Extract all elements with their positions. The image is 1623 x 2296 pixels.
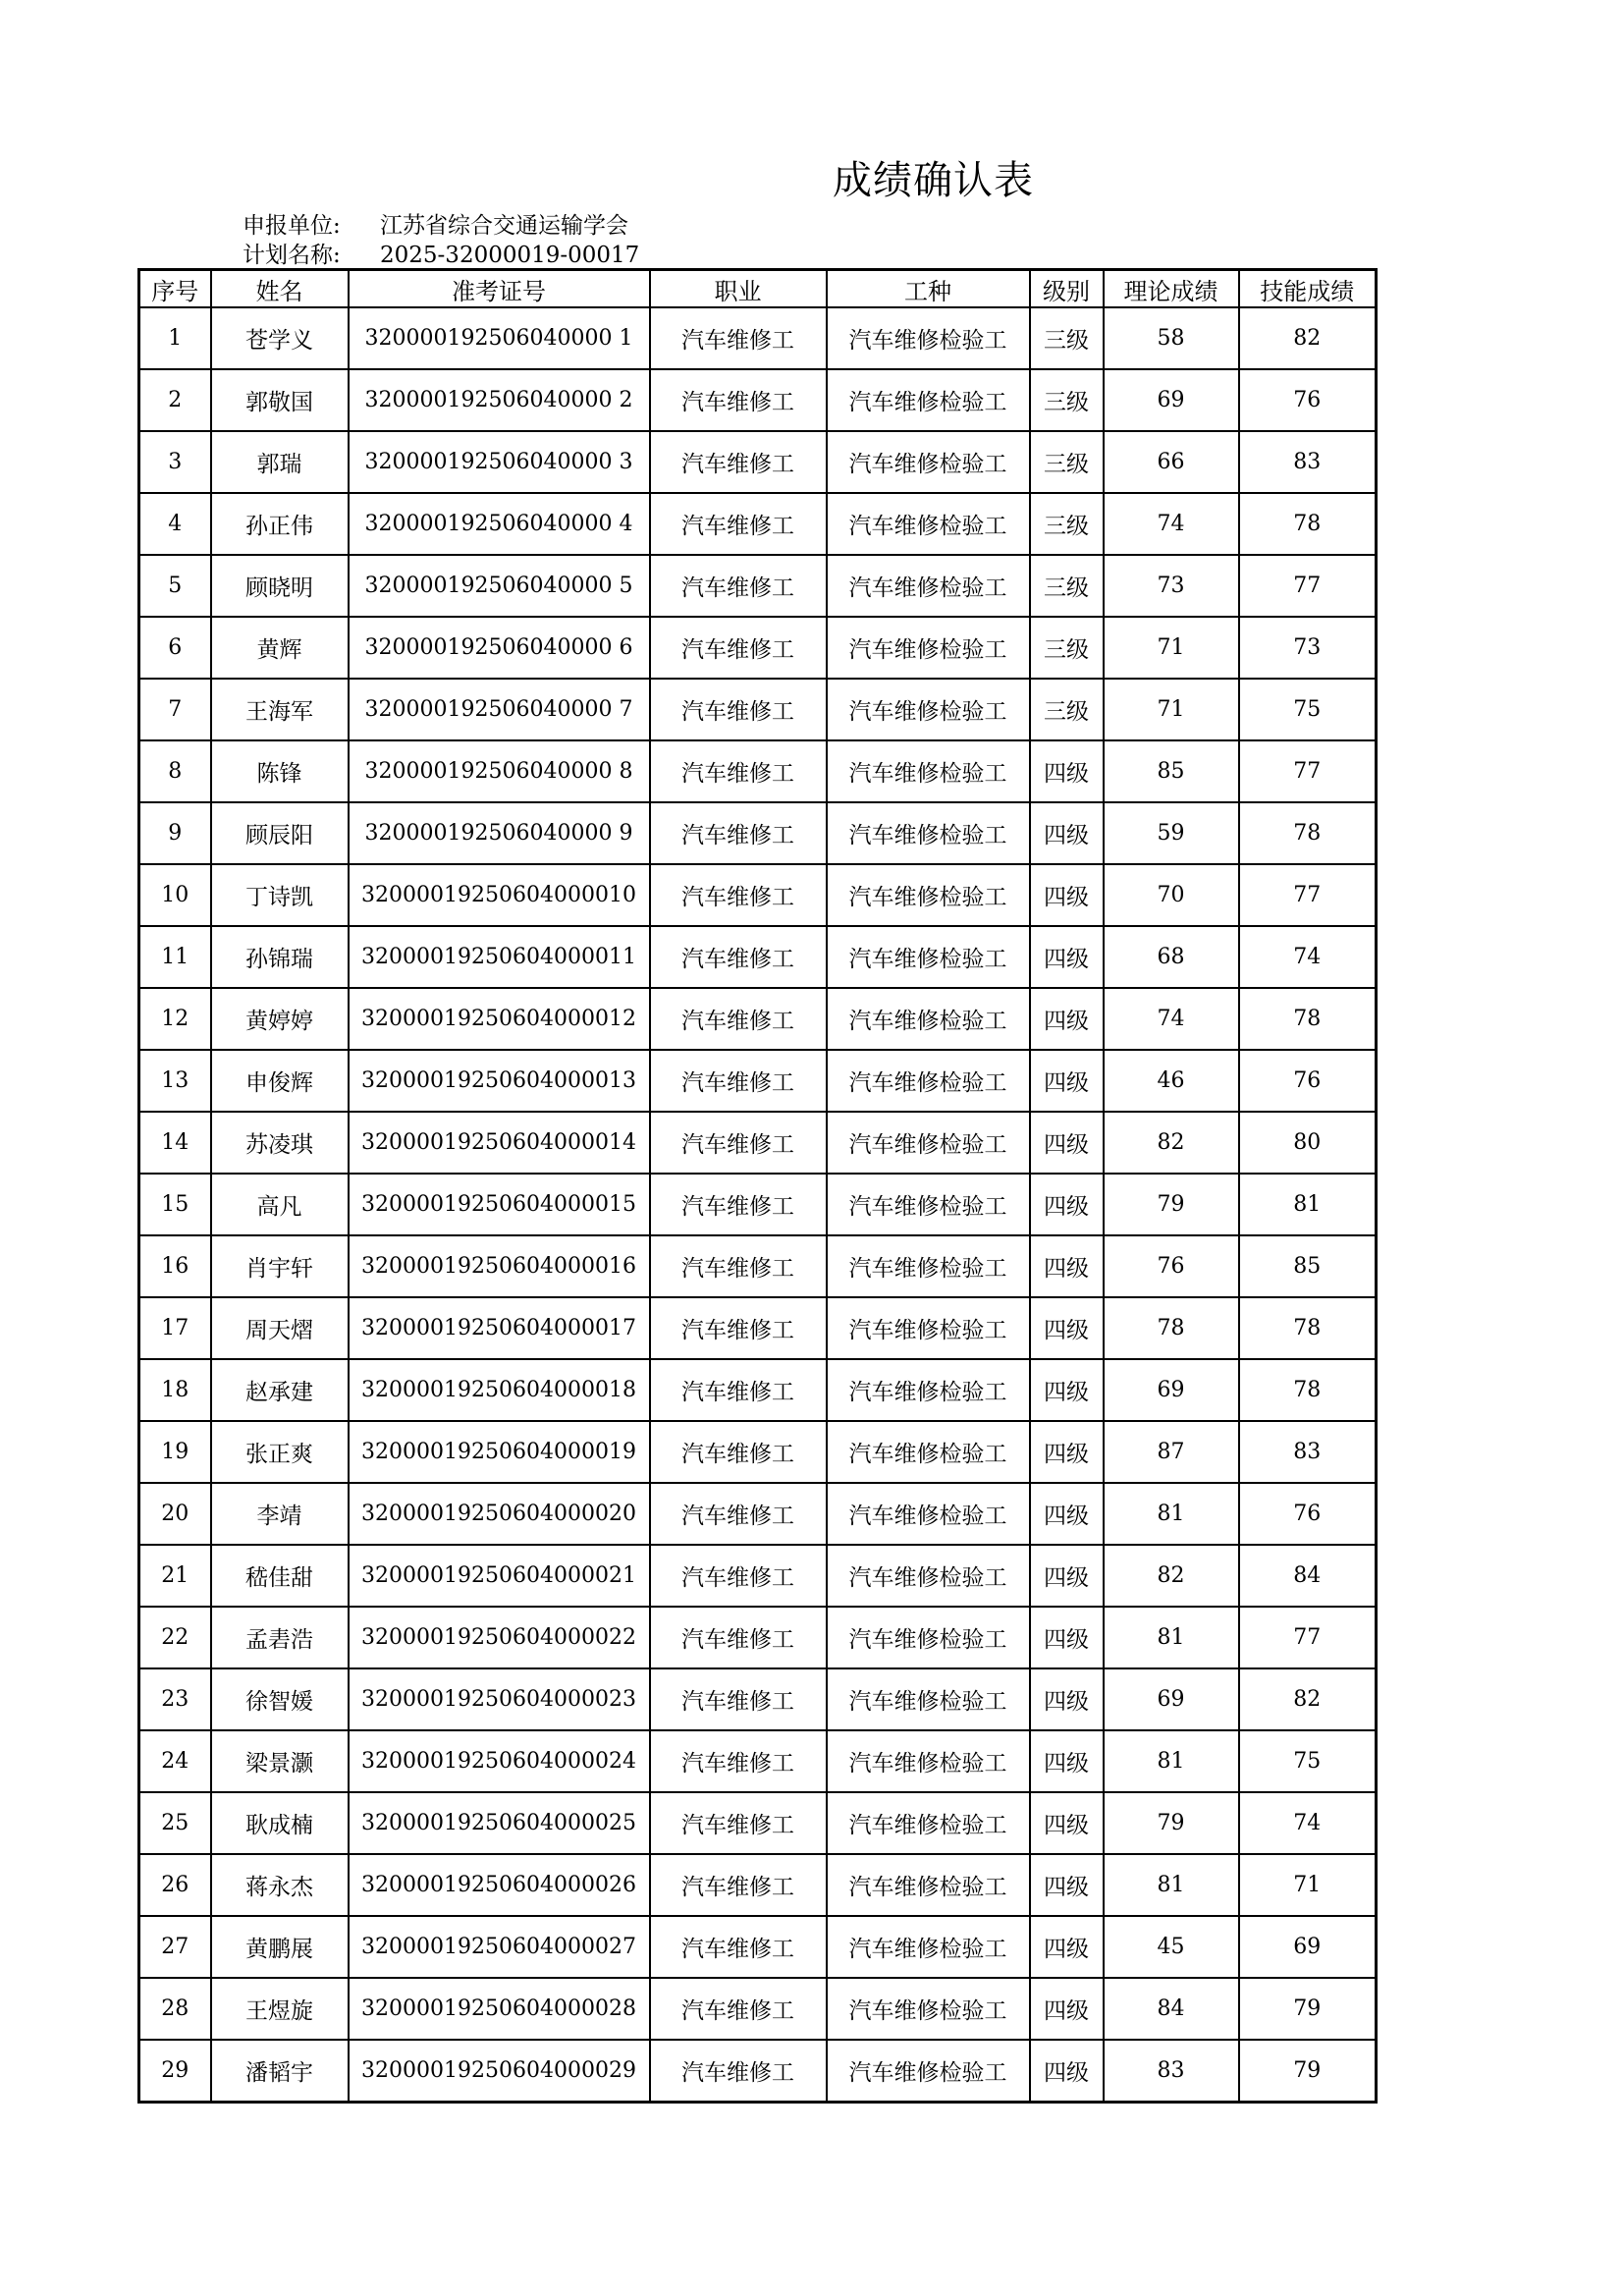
cell-level: 四级 — [1030, 1050, 1104, 1112]
table-header-row — [139, 270, 1377, 308]
cell-ticket-no: 320000192506040000 1 — [349, 307, 650, 369]
cell-theory-score: 45 — [1104, 1916, 1239, 1978]
header-seq: 序号 — [139, 270, 211, 308]
cell-skill-score: 78 — [1239, 1297, 1377, 1359]
cell-occupation: 汽车维修工 — [650, 493, 827, 555]
cell-skill-score: 75 — [1239, 679, 1377, 740]
cell-level: 四级 — [1030, 1235, 1104, 1297]
cell-theory-score: 81 — [1104, 1730, 1239, 1792]
cell-level: 四级 — [1030, 1359, 1104, 1421]
cell-occupation: 汽车维修工 — [650, 864, 827, 926]
cell-trade: 汽车维修检验工 — [827, 555, 1030, 617]
cell-skill-score: 82 — [1239, 307, 1377, 369]
cell-name: 顾晓明 — [211, 555, 349, 617]
cell-ticket-no: 32000019250604000012 — [349, 988, 650, 1050]
cell-occupation: 汽车维修工 — [650, 1359, 827, 1421]
cell-occupation: 汽车维修工 — [650, 1174, 827, 1235]
cell-ticket-no: 320000192506040000 7 — [349, 679, 650, 740]
cell-level: 四级 — [1030, 802, 1104, 864]
cell-name: 郭敬国 — [211, 369, 349, 431]
cell-skill-score: 74 — [1239, 1792, 1377, 1854]
cell-name: 周天熠 — [211, 1297, 349, 1359]
cell-seq: 29 — [139, 2040, 211, 2103]
cell-theory-score: 74 — [1104, 493, 1239, 555]
cell-theory-score: 70 — [1104, 864, 1239, 926]
cell-ticket-no: 32000019250604000011 — [349, 926, 650, 988]
cell-seq: 18 — [139, 1359, 211, 1421]
cell-name: 徐智媛 — [211, 1668, 349, 1730]
cell-seq: 2 — [139, 369, 211, 431]
cell-level: 四级 — [1030, 1483, 1104, 1545]
table-row — [139, 1174, 1377, 1235]
cell-name: 丁诗凯 — [211, 864, 349, 926]
cell-skill-score: 69 — [1239, 1916, 1377, 1978]
cell-level: 四级 — [1030, 1174, 1104, 1235]
cell-level: 四级 — [1030, 740, 1104, 802]
table-row — [139, 307, 1377, 369]
cell-occupation: 汽车维修工 — [650, 1421, 827, 1483]
header-name: 姓名 — [211, 270, 349, 308]
cell-occupation: 汽车维修工 — [650, 802, 827, 864]
cell-skill-score: 77 — [1239, 864, 1377, 926]
cell-skill-score: 75 — [1239, 1730, 1377, 1792]
cell-ticket-no: 32000019250604000028 — [349, 1978, 650, 2040]
cell-occupation: 汽车维修工 — [650, 1916, 827, 1978]
cell-name: 赵承建 — [211, 1359, 349, 1421]
cell-name: 潘韬宇 — [211, 2040, 349, 2103]
cell-skill-score: 78 — [1239, 493, 1377, 555]
cell-skill-score: 73 — [1239, 617, 1377, 679]
cell-trade: 汽车维修检验工 — [827, 1545, 1030, 1607]
cell-name: 顾辰阳 — [211, 802, 349, 864]
cell-theory-score: 73 — [1104, 555, 1239, 617]
cell-skill-score: 78 — [1239, 988, 1377, 1050]
table-row — [139, 1050, 1377, 1112]
cell-theory-score: 82 — [1104, 1112, 1239, 1174]
cell-skill-score: 82 — [1239, 1668, 1377, 1730]
table-row — [139, 1854, 1377, 1916]
cell-theory-score: 69 — [1104, 369, 1239, 431]
cell-seq: 23 — [139, 1668, 211, 1730]
table-row — [139, 617, 1377, 679]
cell-level: 四级 — [1030, 988, 1104, 1050]
cell-theory-score: 81 — [1104, 1854, 1239, 1916]
table-row — [139, 740, 1377, 802]
cell-seq: 16 — [139, 1235, 211, 1297]
cell-skill-score: 77 — [1239, 555, 1377, 617]
cell-trade: 汽车维修检验工 — [827, 1359, 1030, 1421]
cell-trade: 汽车维修检验工 — [827, 493, 1030, 555]
cell-theory-score: 66 — [1104, 431, 1239, 493]
cell-theory-score: 71 — [1104, 679, 1239, 740]
cell-ticket-no: 320000192506040000 5 — [349, 555, 650, 617]
cell-occupation: 汽车维修工 — [650, 740, 827, 802]
cell-level: 四级 — [1030, 1978, 1104, 2040]
cell-ticket-no: 320000192506040000 4 — [349, 493, 650, 555]
cell-trade: 汽车维修检验工 — [827, 307, 1030, 369]
cell-name: 王海军 — [211, 679, 349, 740]
cell-theory-score: 68 — [1104, 926, 1239, 988]
cell-theory-score: 59 — [1104, 802, 1239, 864]
cell-level: 四级 — [1030, 1112, 1104, 1174]
plan-name-label: 计划名称: — [243, 243, 341, 268]
cell-trade: 汽车维修检验工 — [827, 1916, 1030, 1978]
cell-skill-score: 78 — [1239, 1359, 1377, 1421]
cell-occupation: 汽车维修工 — [650, 1792, 827, 1854]
cell-theory-score: 81 — [1104, 1483, 1239, 1545]
cell-skill-score: 76 — [1239, 369, 1377, 431]
cell-seq: 20 — [139, 1483, 211, 1545]
cell-skill-score: 83 — [1239, 431, 1377, 493]
cell-trade: 汽车维修检验工 — [827, 1854, 1030, 1916]
table-row — [139, 1916, 1377, 1978]
cell-occupation: 汽车维修工 — [650, 988, 827, 1050]
cell-theory-score: 79 — [1104, 1792, 1239, 1854]
cell-name: 黄辉 — [211, 617, 349, 679]
cell-skill-score: 84 — [1239, 1545, 1377, 1607]
cell-level: 三级 — [1030, 493, 1104, 555]
cell-theory-score: 58 — [1104, 307, 1239, 369]
cell-ticket-no: 32000019250604000024 — [349, 1730, 650, 1792]
cell-ticket-no: 32000019250604000010 — [349, 864, 650, 926]
cell-theory-score: 82 — [1104, 1545, 1239, 1607]
cell-occupation: 汽车维修工 — [650, 1483, 827, 1545]
page-title: 成绩确认表 — [833, 158, 1034, 203]
cell-skill-score: 77 — [1239, 740, 1377, 802]
cell-seq: 10 — [139, 864, 211, 926]
table-row — [139, 1730, 1377, 1792]
cell-occupation: 汽车维修工 — [650, 1607, 827, 1668]
cell-seq: 25 — [139, 1792, 211, 1854]
cell-seq: 3 — [139, 431, 211, 493]
cell-seq: 7 — [139, 679, 211, 740]
cell-level: 四级 — [1030, 1421, 1104, 1483]
cell-occupation: 汽车维修工 — [650, 1297, 827, 1359]
cell-level: 四级 — [1030, 1607, 1104, 1668]
cell-name: 耿成楠 — [211, 1792, 349, 1854]
cell-ticket-no: 32000019250604000027 — [349, 1916, 650, 1978]
cell-trade: 汽车维修检验工 — [827, 1607, 1030, 1668]
cell-skill-score: 71 — [1239, 1854, 1377, 1916]
table-row — [139, 1112, 1377, 1174]
cell-theory-score: 71 — [1104, 617, 1239, 679]
cell-skill-score: 80 — [1239, 1112, 1377, 1174]
cell-level: 三级 — [1030, 555, 1104, 617]
cell-occupation: 汽车维修工 — [650, 1978, 827, 2040]
table-row — [139, 1545, 1377, 1607]
cell-skill-score: 74 — [1239, 926, 1377, 988]
cell-ticket-no: 32000019250604000023 — [349, 1668, 650, 1730]
cell-level: 四级 — [1030, 1730, 1104, 1792]
cell-trade: 汽车维修检验工 — [827, 1421, 1030, 1483]
cell-trade: 汽车维修检验工 — [827, 1174, 1030, 1235]
score-table — [137, 268, 1378, 2104]
cell-ticket-no: 32000019250604000016 — [349, 1235, 650, 1297]
table-row — [139, 555, 1377, 617]
table-row — [139, 1978, 1377, 2040]
table-row — [139, 493, 1377, 555]
header-ticket-no: 准考证号 — [349, 270, 650, 308]
cell-theory-score: 69 — [1104, 1668, 1239, 1730]
cell-trade: 汽车维修检验工 — [827, 1235, 1030, 1297]
cell-level: 三级 — [1030, 431, 1104, 493]
cell-seq: 11 — [139, 926, 211, 988]
cell-trade: 汽车维修检验工 — [827, 1112, 1030, 1174]
cell-theory-score: 79 — [1104, 1174, 1239, 1235]
cell-ticket-no: 320000192506040000 2 — [349, 369, 650, 431]
cell-level: 四级 — [1030, 2040, 1104, 2103]
cell-level: 四级 — [1030, 1545, 1104, 1607]
cell-trade: 汽车维修检验工 — [827, 864, 1030, 926]
cell-seq: 21 — [139, 1545, 211, 1607]
cell-occupation: 汽车维修工 — [650, 1112, 827, 1174]
cell-seq: 27 — [139, 1916, 211, 1978]
cell-ticket-no: 32000019250604000022 — [349, 1607, 650, 1668]
cell-seq: 13 — [139, 1050, 211, 1112]
cell-name: 苍学义 — [211, 307, 349, 369]
table-row — [139, 802, 1377, 864]
cell-seq: 5 — [139, 555, 211, 617]
cell-occupation: 汽车维修工 — [650, 2040, 827, 2103]
cell-name: 郭瑞 — [211, 431, 349, 493]
cell-name: 高凡 — [211, 1174, 349, 1235]
cell-seq: 12 — [139, 988, 211, 1050]
cell-level: 四级 — [1030, 1668, 1104, 1730]
cell-trade: 汽车维修检验工 — [827, 617, 1030, 679]
cell-ticket-no: 32000019250604000026 — [349, 1854, 650, 1916]
cell-level: 三级 — [1030, 369, 1104, 431]
cell-theory-score: 87 — [1104, 1421, 1239, 1483]
cell-seq: 6 — [139, 617, 211, 679]
cell-seq: 9 — [139, 802, 211, 864]
cell-name: 孙锦瑞 — [211, 926, 349, 988]
cell-skill-score: 79 — [1239, 1978, 1377, 2040]
cell-name: 梁景灏 — [211, 1730, 349, 1792]
cell-skill-score: 76 — [1239, 1483, 1377, 1545]
cell-occupation: 汽车维修工 — [650, 926, 827, 988]
cell-level: 三级 — [1030, 617, 1104, 679]
cell-trade: 汽车维修检验工 — [827, 740, 1030, 802]
cell-level: 四级 — [1030, 926, 1104, 988]
cell-ticket-no: 320000192506040000 3 — [349, 431, 650, 493]
cell-skill-score: 77 — [1239, 1607, 1377, 1668]
cell-theory-score: 74 — [1104, 988, 1239, 1050]
cell-occupation: 汽车维修工 — [650, 679, 827, 740]
cell-name: 苏凌琪 — [211, 1112, 349, 1174]
cell-trade: 汽车维修检验工 — [827, 431, 1030, 493]
header-occupation: 职业 — [650, 270, 827, 308]
table-row — [139, 1483, 1377, 1545]
cell-ticket-no: 32000019250604000013 — [349, 1050, 650, 1112]
cell-trade: 汽车维修检验工 — [827, 1297, 1030, 1359]
cell-trade: 汽车维修检验工 — [827, 926, 1030, 988]
reporting-unit-line — [243, 207, 628, 240]
cell-ticket-no: 32000019250604000017 — [349, 1297, 650, 1359]
cell-name: 陈锋 — [211, 740, 349, 802]
cell-ticket-no: 320000192506040000 9 — [349, 802, 650, 864]
cell-skill-score: 79 — [1239, 2040, 1377, 2103]
cell-occupation: 汽车维修工 — [650, 555, 827, 617]
table-row — [139, 1607, 1377, 1668]
cell-name: 孙正伟 — [211, 493, 349, 555]
cell-occupation: 汽车维修工 — [650, 1854, 827, 1916]
cell-ticket-no: 32000019250604000020 — [349, 1483, 650, 1545]
cell-name: 张正爽 — [211, 1421, 349, 1483]
header-level: 级别 — [1030, 270, 1104, 308]
cell-occupation: 汽车维修工 — [650, 369, 827, 431]
cell-ticket-no: 32000019250604000021 — [349, 1545, 650, 1607]
cell-seq: 24 — [139, 1730, 211, 1792]
cell-seq: 22 — [139, 1607, 211, 1668]
cell-skill-score: 83 — [1239, 1421, 1377, 1483]
table-row — [139, 1359, 1377, 1421]
cell-occupation: 汽车维修工 — [650, 617, 827, 679]
cell-theory-score: 81 — [1104, 1607, 1239, 1668]
cell-trade: 汽车维修检验工 — [827, 1050, 1030, 1112]
cell-seq: 19 — [139, 1421, 211, 1483]
cell-trade: 汽车维修检验工 — [827, 1668, 1030, 1730]
cell-name: 黄鹏展 — [211, 1916, 349, 1978]
cell-ticket-no: 32000019250604000025 — [349, 1792, 650, 1854]
cell-name: 蒋永杰 — [211, 1854, 349, 1916]
table-row — [139, 988, 1377, 1050]
table-row — [139, 1297, 1377, 1359]
cell-name: 王煜旋 — [211, 1978, 349, 2040]
cell-seq: 14 — [139, 1112, 211, 1174]
cell-occupation: 汽车维修工 — [650, 1545, 827, 1607]
cell-seq: 28 — [139, 1978, 211, 2040]
cell-trade: 汽车维修检验工 — [827, 988, 1030, 1050]
cell-trade: 汽车维修检验工 — [827, 369, 1030, 431]
cell-level: 四级 — [1030, 1854, 1104, 1916]
cell-name: 申俊辉 — [211, 1050, 349, 1112]
cell-skill-score: 85 — [1239, 1235, 1377, 1297]
cell-seq: 1 — [139, 307, 211, 369]
reporting-unit-label: 申报单位: — [243, 213, 341, 239]
cell-level: 四级 — [1030, 1792, 1104, 1854]
cell-name: 嵇佳甜 — [211, 1545, 349, 1607]
cell-name: 黄婷婷 — [211, 988, 349, 1050]
cell-ticket-no: 32000019250604000015 — [349, 1174, 650, 1235]
cell-name: 肖宇轩 — [211, 1235, 349, 1297]
cell-ticket-no: 320000192506040000 8 — [349, 740, 650, 802]
cell-trade: 汽车维修检验工 — [827, 679, 1030, 740]
cell-theory-score: 83 — [1104, 2040, 1239, 2103]
cell-theory-score: 85 — [1104, 740, 1239, 802]
table-row — [139, 2040, 1377, 2103]
cell-occupation: 汽车维修工 — [650, 1668, 827, 1730]
cell-ticket-no: 32000019250604000029 — [349, 2040, 650, 2103]
reporting-unit-value: 江苏省综合交通运输学会 — [380, 213, 628, 239]
cell-occupation: 汽车维修工 — [650, 1050, 827, 1112]
cell-theory-score: 76 — [1104, 1235, 1239, 1297]
cell-theory-score: 84 — [1104, 1978, 1239, 2040]
plan-name-value: 2025-32000019-00017 — [380, 243, 640, 268]
table-row — [139, 1668, 1377, 1730]
cell-trade: 汽车维修检验工 — [827, 2040, 1030, 2103]
cell-level: 四级 — [1030, 1297, 1104, 1359]
cell-ticket-no: 32000019250604000019 — [349, 1421, 650, 1483]
cell-occupation: 汽车维修工 — [650, 1235, 827, 1297]
table-row — [139, 864, 1377, 926]
cell-theory-score: 69 — [1104, 1359, 1239, 1421]
cell-occupation: 汽车维修工 — [650, 1730, 827, 1792]
cell-seq: 8 — [139, 740, 211, 802]
cell-level: 三级 — [1030, 307, 1104, 369]
cell-occupation: 汽车维修工 — [650, 307, 827, 369]
header-skill-score: 技能成绩 — [1239, 270, 1377, 308]
cell-trade: 汽车维修检验工 — [827, 1792, 1030, 1854]
cell-name: 李靖 — [211, 1483, 349, 1545]
plan-name-line — [243, 237, 639, 269]
cell-trade: 汽车维修检验工 — [827, 1730, 1030, 1792]
cell-occupation: 汽车维修工 — [650, 431, 827, 493]
cell-trade: 汽车维修检验工 — [827, 1483, 1030, 1545]
table-row — [139, 369, 1377, 431]
table-row — [139, 431, 1377, 493]
cell-trade: 汽车维修检验工 — [827, 1978, 1030, 2040]
cell-theory-score: 46 — [1104, 1050, 1239, 1112]
table-body — [139, 307, 1377, 2103]
cell-level: 四级 — [1030, 864, 1104, 926]
table-row — [139, 1421, 1377, 1483]
table-row — [139, 1235, 1377, 1297]
cell-skill-score: 81 — [1239, 1174, 1377, 1235]
table-row — [139, 679, 1377, 740]
cell-seq: 26 — [139, 1854, 211, 1916]
cell-seq: 15 — [139, 1174, 211, 1235]
table-row — [139, 926, 1377, 988]
cell-level: 四级 — [1030, 1916, 1104, 1978]
header-trade: 工种 — [827, 270, 1030, 308]
cell-seq: 17 — [139, 1297, 211, 1359]
cell-skill-score: 78 — [1239, 802, 1377, 864]
cell-theory-score: 78 — [1104, 1297, 1239, 1359]
cell-ticket-no: 32000019250604000018 — [349, 1359, 650, 1421]
header-theory-score: 理论成绩 — [1104, 270, 1239, 308]
cell-level: 三级 — [1030, 679, 1104, 740]
cell-trade: 汽车维修检验工 — [827, 802, 1030, 864]
cell-seq: 4 — [139, 493, 211, 555]
cell-name: 孟砉浩 — [211, 1607, 349, 1668]
cell-skill-score: 76 — [1239, 1050, 1377, 1112]
table-row — [139, 1792, 1377, 1854]
cell-ticket-no: 320000192506040000 6 — [349, 617, 650, 679]
cell-ticket-no: 32000019250604000014 — [349, 1112, 650, 1174]
